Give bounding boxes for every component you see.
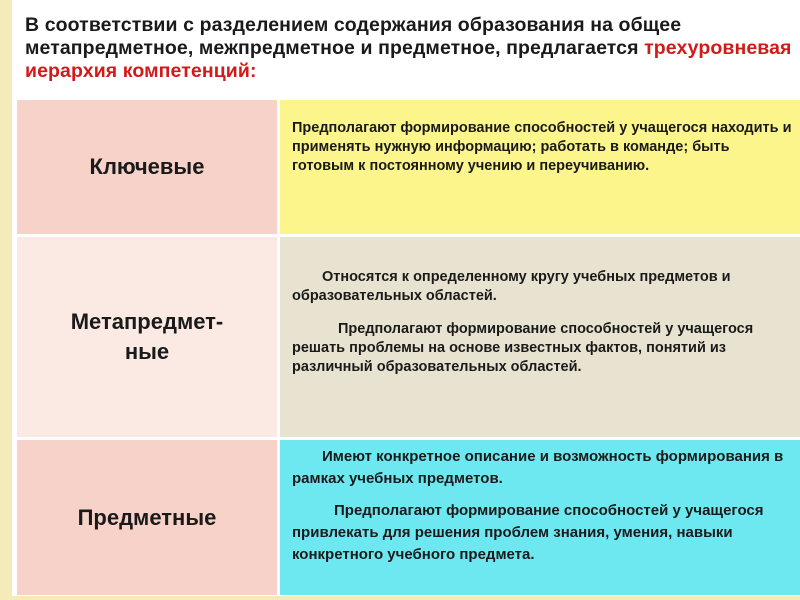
competency-label xyxy=(17,237,277,437)
description-paragraph: Предполагают формирование способностей у учащегося привлекать для решения проблем знания, умения, навыки конкретного учебного предмета. xyxy=(292,502,764,563)
slide-title-text: В соответствии с разделением содержания образования на общее метапредметное, межпредметное и предметное, предлагается xyxy=(25,14,682,59)
table-row-metasubject xyxy=(17,237,800,437)
competency-label: Ключевые xyxy=(17,100,277,234)
competency-description xyxy=(280,440,800,595)
decorative-bottom-stripe xyxy=(0,596,800,600)
competency-description xyxy=(280,100,800,234)
table-row-subject xyxy=(17,440,800,595)
description-paragraph: Относятся к определенному кругу учебных предметов и образовательных областей. xyxy=(292,269,731,304)
competency-table xyxy=(17,100,800,595)
table-row-key xyxy=(17,100,800,234)
competency-description xyxy=(280,237,800,437)
slide-title xyxy=(25,14,795,83)
decorative-side-stripe xyxy=(0,0,12,600)
description-paragraph: Предполагают формирование способностей у учащегося решать проблемы на основе известных фактов, понятий из различный образовательных областей. xyxy=(292,321,754,375)
slide-title-accent: трехуровневая иерархия компетенций: xyxy=(25,37,792,82)
description-paragraph: Имеют конкретное описание и возможность формирования в рамках учебных предметов. xyxy=(292,448,784,487)
description-paragraph: Предполагают формирование способностей у учащегося находить и применять нужную информацию; работать в команде; быть готовым к постоянному учению и переучиванию. xyxy=(292,120,792,174)
competency-label: Предметные xyxy=(17,440,277,595)
competency-label-text: Метапредмет-ные xyxy=(70,309,224,364)
